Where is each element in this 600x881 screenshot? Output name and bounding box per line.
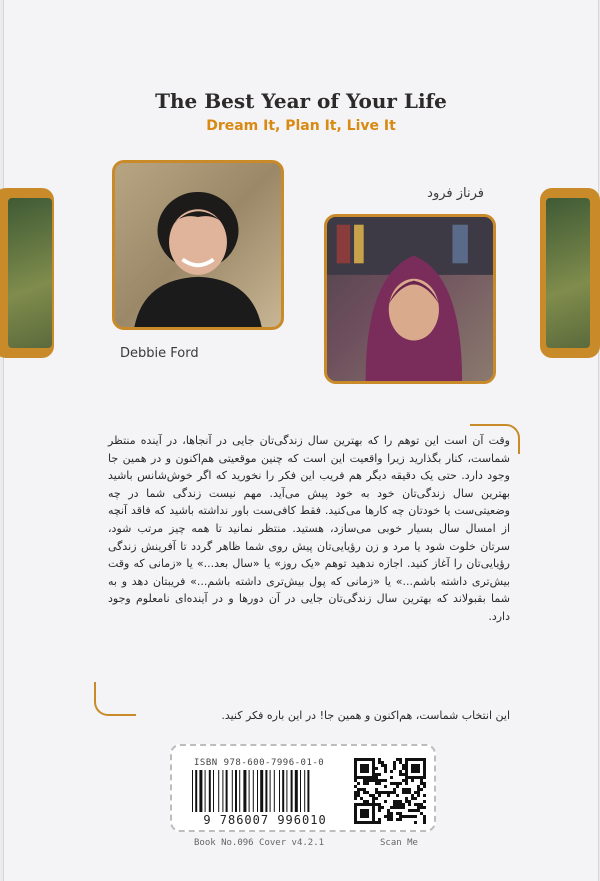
translator-portrait-illustration [327,217,493,381]
author-name: Debbie Ford [120,346,199,361]
barcode-icon [190,770,340,812]
isbn-label: ISBN 978-600-7996-01-0 [194,758,325,768]
back-cover-closing-line: این انتخاب شماست، هم‌اکنون و همین جا! در این باره فکر کنید. [221,709,510,722]
right-decorative-tab [540,188,600,358]
cover-version-label: Book No.096 Cover v4.2.1 [194,838,325,848]
author-photo [112,160,284,330]
scan-me-label: Scan Me [380,838,418,848]
qr-code-icon [354,758,426,824]
translator-name: فرناز فرود [427,186,484,201]
book-back-cover [3,0,599,881]
back-cover-blurb: وقت آن است این توهم را که بهترین سال زندگی‌تان جایی در آنجاها، در آینده منتظر شماست، کنار بگذارید زیرا واقعیت این است که چنین موقعیتی هم‌اکنون و در همین جا وجود دارد. حتی یک دقیقه دیگر هم فریب این فکر را نخورید که اگر خوش‌شانس باشید بهترین سال زندگی‌تان خود به خود پیش می‌آید. مهم نیست زندگی شما در چه وضعیتی‌ست یا خودتان چه کارها می‌کنید. فقط کافی‌ست باور نداشته باشید که فاقد آنچه از امسال سال بسیار خوبی می‌سازد، هستید. منتظر نمانید تا همه چیز مرتب شود، سرتان خلوت شود یا مرد و زن رؤیایی‌تان پیش روی شما ظاهر گردد تا آفرینش زندگی رؤیایی‌تان را آغاز کنید. اجازه ندهید توهم «یک روز» یا «سال بعد...» یا «زمانی که وقت بیش‌تری داشته باشم...» یا «زمانی که پول بیش‌تری داشته باشم...» فریبتان دهد و به شما بقبولاند که بهترین سال زندگی‌تان جایی در آن دورها و در آینده‌ای نامعلوم وجود دارد. [108,434,510,623]
translator-photo [324,214,496,384]
book-subtitle: Dream It, Plan It, Live It [206,118,396,134]
author-portrait-illustration [115,163,281,327]
book-title: The Best Year of Your Life [155,89,447,113]
left-decorative-tab [0,188,54,358]
isbn-digits: 9 786007 996010 [203,813,327,827]
